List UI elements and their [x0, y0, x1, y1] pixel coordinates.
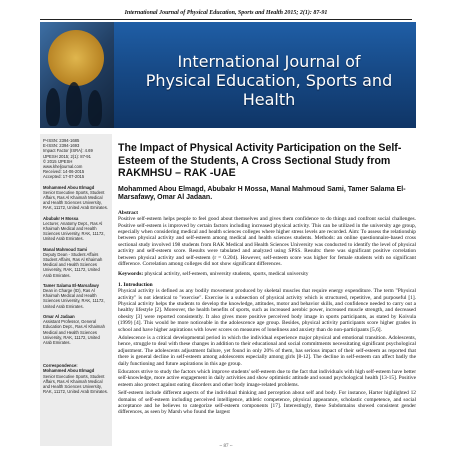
info-line: Accepted: 17-07-2015 [43, 174, 85, 180]
affiliation-name: Omar Al Jadaan [43, 313, 75, 319]
journal-logo-icon [48, 30, 104, 86]
introduction-paragraph: Educators strive to study the factors which improve students' self-esteem due to the fact that individuals with high self-esteem have better self-knowledge, more active engagement in daily activities and show optimistic attitude and sound psychological health [13-15]. Positive esteem also protect against eating disorders and other body image-related problems. [118, 369, 416, 388]
affiliation-name: Tamer Salama El-Marsafawy [43, 282, 100, 288]
info-line: Received: 14-06-2015 [43, 169, 85, 175]
affiliation [43, 216, 109, 242]
correspondence-text: Senior Executive Sports, Student Affairs, Ras Al Khaimah Medical and Health Sciences University, RAK, 11172, United Arab Emirates. [43, 373, 109, 395]
sidebar [40, 134, 112, 446]
journal-banner [40, 22, 416, 128]
introduction-paragraph: Physical activity is defined as any bodily movement produced by skeletal muscles that require energy expenditure. The term "Physical activity" is not identical to "exercise". Exercise is a subsection of physical activity which is structured, repetitive, and purposeful [1]. Physical activity helps the students to develop the knowledge, attitudes, motor and behavior skills, and confidence needed to carry out a healthy lifestyle [2]. Moreover, the health benefits of sports, such as increased aerobic power, increased muscle strength, and decreased obesity [3] were reported consistently. It also gives more positive perceived body image in sports participants, as stated by Koivula (1999) [4]. This would be more noticeable in the adolescence age group. Besides, physical activity participants score higher grades in school and have higher aspirations with lower scores on measures of loneliness and anxiety than do non-participants [5,6]. [118, 288, 416, 333]
affiliation-name: Abubakr H Mossa [43, 215, 79, 221]
sports-photo [40, 22, 114, 128]
affiliation [43, 185, 109, 211]
running-head: International Journal of Physical Education, Sports and Health 2015; 2(1): 87-91 [124, 10, 328, 16]
article-title: The Impact of Physical Activity Participation on the Self-Esteem of the Students, A Cross Sectional Study from RAKMHSU – RAK -UAE [118, 142, 402, 179]
article-authors: Mohammed Abou Elmagd, Abubakr H Mossa, Manal Mahmoud Sami, Tamer Salama El-Marsafawy, Omar Al Jadaan. [118, 185, 406, 202]
affiliation-text: Deputy Dean - Student Affairs Student Affairs, Ras Al Khaimah Medical and Health Sciences University, RAK, 11172, United Arab Emirates. [43, 251, 103, 278]
article [118, 134, 416, 446]
keywords-text: physical activity, self-esteem, university students, sports, medical university [144, 271, 309, 278]
info-line: Impact Factor (ISRA): 4.69 [43, 148, 93, 154]
journal-title-line2: Physical Education, Sports and Health [145, 71, 393, 109]
info-line: © 2015 IJPESH [43, 158, 73, 164]
athlete-figure [88, 90, 102, 126]
affiliation [43, 247, 109, 278]
abstract-text: Positive self-esteem helps people to feel good about themselves and gives them confidence to do things and confront social challenges. Positive self-esteem is improved by certain factors including increased physical activity. This can be utilized in the university age group, especially when considering medical and health sciences colleges where higher stress levels are recorded. Aim: To assess the relationship between physical activity and self-esteem among medical and health sciences students. Methods: an online questionnaire-based cross sectional study involved 198 students from RAK Medical and Health Sciences University was conducted to identify the level of physical activity and self-esteem score. Results were tabulated and analyzed using SPSS. Results: there was significant positive correlation between physical activity and self-esteem (r = 0.204). However, self-esteem score was higher for female students with no significant difference. Correlation among colleges did not show significant differences. [118, 216, 416, 267]
athlete-figure [66, 82, 82, 126]
abstract-heading: Abstract [118, 209, 139, 216]
affiliation-text: Lecturer, Anatomy Dept., Ras Al Khaimah Medical and Health Sciences University, RAK, 11172, United Arab Emirates. [43, 220, 105, 242]
affiliation-text: Senior Executive Sports, Student Affairs, Ras Al Khaimah Medical and Health Sciences University, RAK, 11172, United Arab Emirates. [43, 189, 109, 211]
info-line: IJPESH 2015; 2(1): 87-91 [43, 153, 91, 159]
correspondence-name: Mohammed Abou Elmagd [43, 368, 95, 374]
info-line: P-ISSN: 2394-1685 [43, 138, 80, 143]
keywords [118, 271, 416, 277]
affiliation-text: Assistant Professor, General Education Dept., Ras Al Khaimah Medical and Health Sciences University, RAK, 11172, United Arab Emirates. [43, 319, 105, 345]
introduction-paragraph: Self-esteem include different aspects of the individual thinking and perception about self and body. For instance, Harter highlighted 12 domains of self-esteem including perceived intelligence, athletic competence, physical appearance, scholastic competence, and social acceptance and he believes to categorize self-esteem components [17]. Interestingly, these Subdomains showed consistent gender differences, as seen by Marsh who found the largest [118, 390, 416, 416]
affiliation-name: Mohammed Abou Elmagd [43, 184, 95, 190]
info-line: www.kheljournal.com [43, 164, 83, 170]
introduction-heading: 1. Introduction [118, 281, 153, 288]
introduction-paragraph: Adolescence is a critical developmental period in which the individual experience major physical and emotional transition. Adolescents, hence, struggle to deal with these changes in addition to their educational and social commitments necessitating significant psychological adjustment. The adolescents adjustment failure, yet found in only 20% of them, has serious impact of their self-esteem as reported that there is general decline in self-esteem among adolescents especially among girls [8-12]. The decline in self-esteem can affect badly the daily functioning and future aspirations in this age group. [118, 335, 416, 367]
affiliation-text: Dean in Charge (ID), Ras Al Khaimah Medical and Health Sciences University, RAK, 11172, United Arab Emirates. [43, 288, 105, 309]
journal-title [124, 52, 414, 109]
info-line: E-ISSN: 2394-1693 [43, 143, 80, 149]
affiliation-name: Manal Mahmoud Sami [43, 246, 87, 252]
correspondence [43, 363, 109, 394]
affiliation [43, 314, 109, 345]
journal-title-line1: International Journal of [177, 52, 361, 71]
keywords-label: Keywords: [118, 271, 144, 278]
header-rule [40, 19, 412, 20]
affiliation [43, 283, 109, 309]
athlete-figure [46, 88, 60, 126]
page-number: ~ 87 ~ [219, 444, 233, 449]
correspondence-label: Correspondence: [43, 363, 78, 369]
journal-info [43, 138, 109, 180]
